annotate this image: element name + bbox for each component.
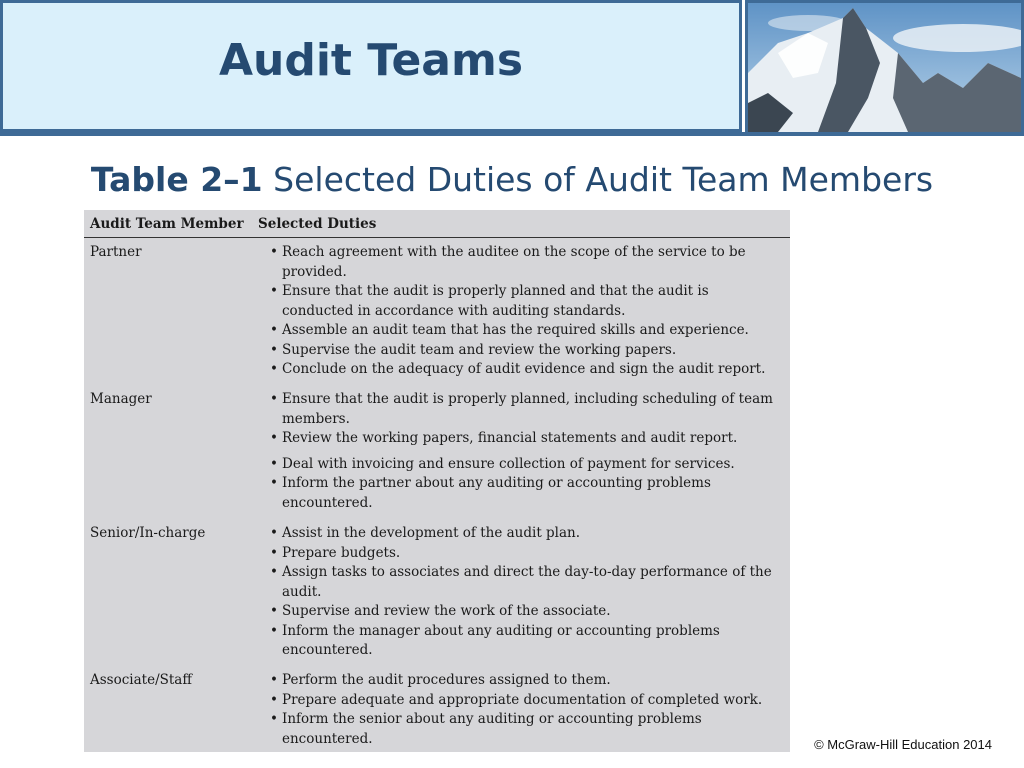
- table-caption-text: Selected Duties of Audit Team Members: [262, 160, 934, 199]
- member-name: Partner: [90, 244, 142, 260]
- duty-item: • Inform the partner about any auditing or accounting problems encountered.: [268, 474, 784, 513]
- duty-item: • Reach agreement with the auditee on the scope of the service to be provided.: [268, 243, 784, 282]
- duty-item: • Assist in the development of the audit plan.: [268, 524, 784, 544]
- duty-item: • Ensure that the audit is properly planned and that the audit is conducted in accordance with auditing standards.: [268, 282, 784, 321]
- duty-item: • Inform the senior about any auditing or accounting problems encountered.: [268, 710, 784, 749]
- table-caption: [0, 160, 1024, 199]
- duty-item: • Prepare budgets.: [268, 544, 784, 564]
- duty-item: • Deal with invoicing and ensure collection of payment for services.: [268, 455, 784, 475]
- table-row: [84, 666, 790, 753]
- duty-item: • Supervise the audit team and review the working papers.: [268, 341, 784, 361]
- duty-list: [254, 238, 790, 385]
- duty-list: [254, 666, 790, 753]
- duty-list: [254, 385, 790, 519]
- header-divider: [0, 132, 1024, 136]
- member-name: Associate/Staff: [90, 672, 192, 688]
- duty-item: • Prepare adequate and appropriate documentation of completed work.: [268, 691, 784, 711]
- duty-item: • Assemble an audit team that has the required skills and experience.: [268, 321, 784, 341]
- duty-item: • Supervise and review the work of the associate.: [268, 602, 784, 622]
- table-number: Table 2–1: [90, 160, 263, 199]
- duty-item: • Assign tasks to associates and direct the day-to-day performance of the audit.: [268, 563, 784, 602]
- table-row: [84, 385, 790, 519]
- duty-item: • Review the working papers, financial statements and audit report.: [268, 429, 784, 449]
- table-row: [84, 519, 790, 666]
- duty-list: [254, 519, 790, 666]
- table-row: [84, 238, 790, 385]
- mountain-photo: [745, 0, 1024, 135]
- title-banner: [0, 0, 742, 132]
- header-member: Audit Team Member: [90, 215, 244, 232]
- slide-title: Audit Teams: [218, 35, 524, 86]
- duty-item: • Inform the manager about any auditing or accounting problems encountered.: [268, 622, 784, 661]
- table-header-row: [84, 210, 790, 238]
- duty-item: • Conclude on the adequacy of audit evidence and sign the audit report.: [268, 360, 784, 380]
- duty-item: • Perform the audit procedures assigned to them.: [268, 671, 784, 691]
- copyright-notice: © McGraw-Hill Education 2014: [814, 737, 992, 752]
- member-name: Manager: [90, 391, 152, 407]
- header-duties: Selected Duties: [258, 215, 377, 232]
- member-name: Senior/In-charge: [90, 525, 206, 541]
- duty-item: • Ensure that the audit is properly planned, including scheduling of team members.: [268, 390, 784, 429]
- duties-table: [84, 210, 790, 752]
